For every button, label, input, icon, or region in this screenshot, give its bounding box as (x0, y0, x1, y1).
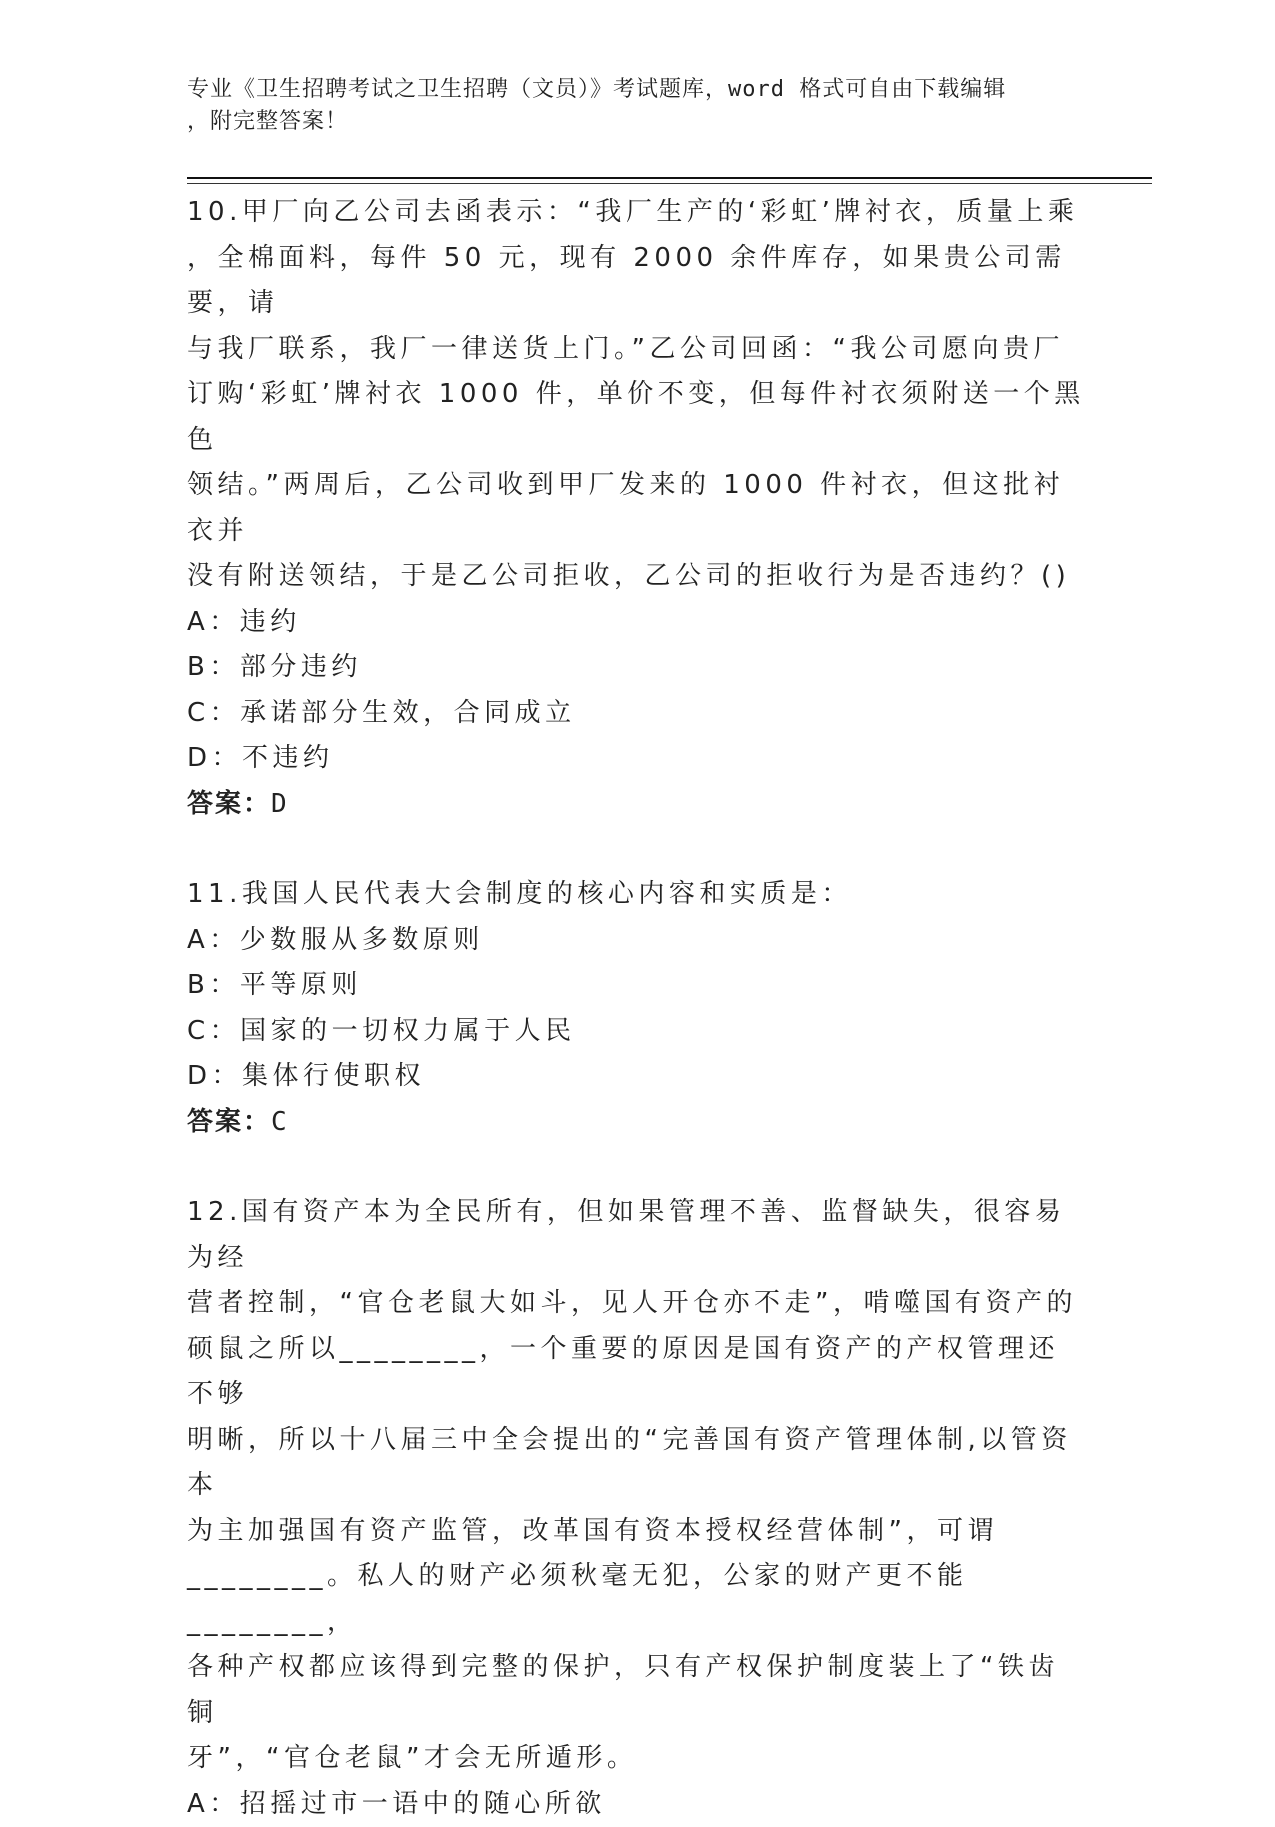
header-line-2: ，附完整答案！ (187, 106, 1067, 138)
question-stem-line: ________。私人的财产必须秋毫无犯，公家的财产更不能________， (187, 1554, 1087, 1645)
answer-option: A：少数服从多数原则 (187, 918, 1087, 964)
question-stem-line: 12.国有资产本为全民所有，但如果管理不善、监督缺失，很容易为经 (187, 1190, 1087, 1281)
question-stem-line: 没有附送领结，于是乙公司拒收，乙公司的拒收行为是否违约？() (187, 554, 1087, 600)
answer-option: B：部分违约 (187, 645, 1087, 691)
header-divider-thick (187, 177, 1152, 179)
question-stem-line: 各种产权都应该得到完整的保护，只有产权保护制度装上了“铁齿铜 (187, 1645, 1087, 1736)
answer-label: 答案： (187, 1107, 271, 1137)
question-block (187, 190, 1087, 827)
question-stem-line: 10.甲厂向乙公司去函表示：“我厂生产的‘彩虹’牌衬衣，质量上乘 (187, 190, 1087, 236)
question-block (187, 872, 1087, 1145)
question-stem-line: 明晰，所以十八届三中全会提出的“完善国有资产管理体制,以管资本 (187, 1418, 1087, 1509)
answer-label: 答案： (187, 789, 271, 819)
answer-key (187, 782, 1087, 828)
document-header (187, 74, 1067, 138)
header-line-1: 专业《卫生招聘考试之卫生招聘（文员）》考试题库，word 格式可自由下载编辑 (187, 74, 1067, 106)
question-stem-line: ，全棉面料，每件 50 元，现有 2000 余件库存，如果贵公司需要，请 (187, 236, 1087, 327)
question-stem-line: 订购‘彩虹’牌衬衣 1000 件，单价不变，但每件衬衣须附送一个黑色 (187, 372, 1087, 463)
question-stem-line: 与我厂联系，我厂一律送货上门。”乙公司回函：“我公司愿向贵厂 (187, 327, 1087, 373)
answer-key (187, 1100, 1087, 1146)
answer-value: D (271, 789, 289, 819)
question-stem-line: 硕鼠之所以________，一个重要的原因是国有资产的产权管理还不够 (187, 1327, 1087, 1418)
question-stem-line: 领结。”两周后，乙公司收到甲厂发来的 1000 件衬衣，但这批衬衣并 (187, 463, 1087, 554)
question-stem-line: 牙”，“官仓老鼠”才会无所遁形。 (187, 1736, 1087, 1782)
answer-option: D：集体行使职权 (187, 1054, 1087, 1100)
question-stem-line: 11.我国人民代表大会制度的核心内容和实质是： (187, 872, 1087, 918)
answer-option: C：国家的一切权力属于人民 (187, 1009, 1087, 1055)
answer-option: B：平等原则 (187, 963, 1087, 1009)
question-block (187, 1190, 1087, 1827)
header-divider-thin (187, 183, 1152, 184)
question-stem-line: 为主加强国有资产监管，改革国有资本授权经营体制”，可谓 (187, 1509, 1087, 1555)
answer-option: A：违约 (187, 600, 1087, 646)
answer-option: C：承诺部分生效，合同成立 (187, 691, 1087, 737)
answer-value: C (271, 1107, 289, 1137)
answer-option: A：招摇过市一语中的随心所欲 (187, 1782, 1087, 1827)
question-list (187, 190, 1087, 1827)
question-stem-line: 营者控制，“官仓老鼠大如斗，见人开仓亦不走”，啃噬国有资产的 (187, 1281, 1087, 1327)
answer-option: D：不违约 (187, 736, 1087, 782)
